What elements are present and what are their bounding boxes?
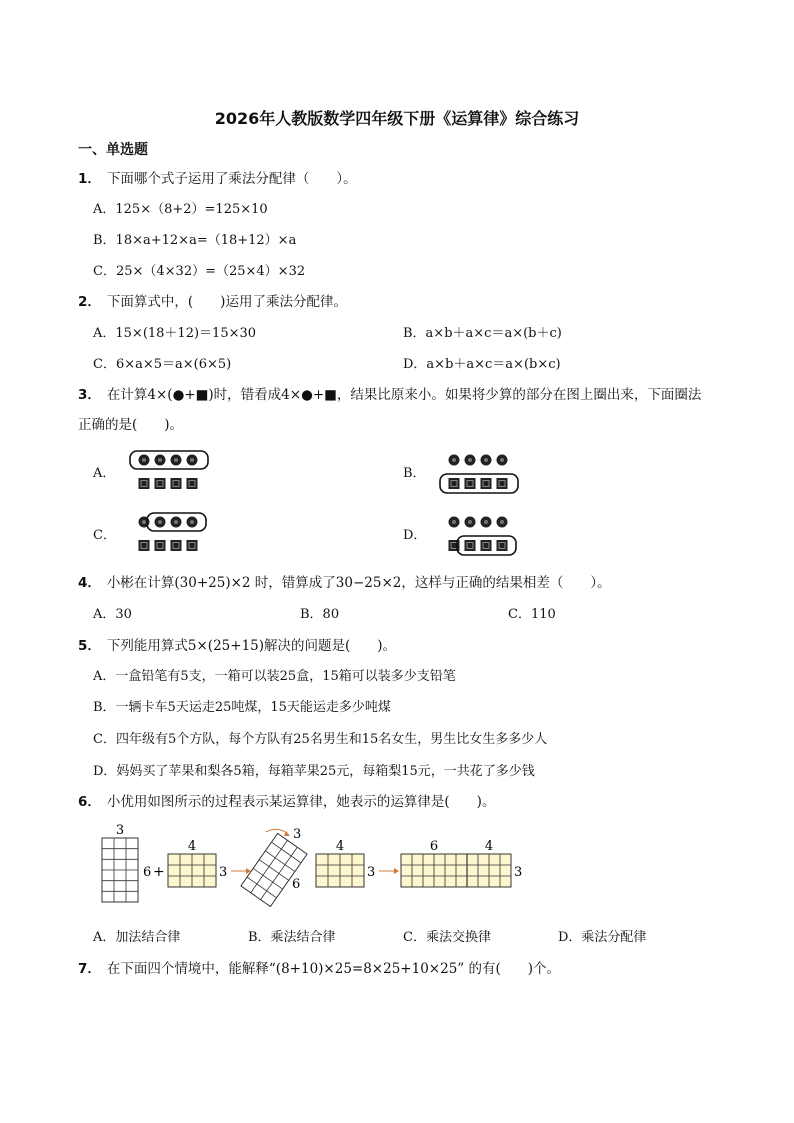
question-number: 6． xyxy=(78,794,101,810)
q6-option-b[interactable]: B．乘法结合律 xyxy=(248,930,336,945)
q3-option-b[interactable]: B． xyxy=(403,466,426,481)
black-square-icon xyxy=(139,478,150,489)
rotate-arrow-icon xyxy=(266,829,290,836)
question-7 xyxy=(78,957,560,977)
grid-4-top-label-right: 4 xyxy=(484,839,494,854)
page-title: 2026年人教版数学四年级下册《运算律》综合练习 xyxy=(214,109,580,128)
q5-option-d[interactable]: D．妈妈买了苹果和梨各5箱，每箱苹果25元，每箱梨15元，一共花了多少钱 xyxy=(93,764,535,779)
q3-figure-c[interactable] xyxy=(126,510,210,558)
q3-option-c[interactable]: C． xyxy=(93,528,116,543)
q4-option-b[interactable]: B．80 xyxy=(300,607,340,622)
q3-figure-d[interactable] xyxy=(436,510,520,558)
q6-option-d[interactable]: D．乘法分配律 xyxy=(558,930,647,945)
arrow-icon xyxy=(231,868,251,874)
rotated-side-label: 6 xyxy=(292,877,301,892)
grid-3x6 xyxy=(102,838,138,902)
q4-option-a[interactable]: A．30 xyxy=(93,607,132,622)
black-square-icon xyxy=(155,540,166,551)
question-5 xyxy=(78,634,396,654)
black-square-icon xyxy=(139,540,150,551)
rotated-top-label: 3 xyxy=(293,827,302,842)
black-square-icon xyxy=(449,478,460,489)
q5-option-a[interactable]: A．一盒铅笔有5支，一箱可以装25盒，15箱可以装多少支铅笔 xyxy=(93,669,456,684)
black-square-icon xyxy=(465,540,476,551)
q1-option-c[interactable]: C．25×（4×32）=（25×4）×32 xyxy=(93,264,306,279)
black-square-icon xyxy=(171,478,182,489)
question-number: 5． xyxy=(78,638,101,654)
question-number: 1． xyxy=(78,171,101,187)
q3-option-a[interactable]: A． xyxy=(93,466,116,481)
q1-option-b[interactable]: B．18×a+12×a=（18+12）×a xyxy=(93,233,297,248)
question-text: 下面哪个式子运用了乘法分配律（ ）。 xyxy=(106,171,357,187)
question-text: 在计算4×(●+■)时，错看成4×●+■，结果比原来小。如果将少算的部分在图上圈出来，下面圈法 xyxy=(106,387,702,403)
question-number: 4． xyxy=(78,575,101,591)
black-square-icon xyxy=(481,478,492,489)
grid-4x3-yellow-2 xyxy=(316,854,364,887)
question-3 xyxy=(78,383,701,403)
question-4 xyxy=(78,571,611,591)
grid-4-top-label-left: 6 xyxy=(429,839,439,854)
q2-option-d[interactable]: D．a×b＋a×c＝a×(b×c) xyxy=(403,357,561,372)
grid-3-side-label: 3 xyxy=(367,865,376,880)
q5-option-b[interactable]: B．一辆卡车5天运走25吨煤，15天能运走多少吨煤 xyxy=(93,700,391,715)
question-text: 下列能用算式5×(25+15)解决的问题是( )。 xyxy=(106,638,397,654)
q6-option-c[interactable]: C．乘法交换律 xyxy=(403,930,491,945)
q6-figure xyxy=(96,822,536,908)
black-square-icon xyxy=(155,478,166,489)
grid-2-side-label: 3 xyxy=(219,865,228,880)
question-text: 下面算式中，( )运用了乘法分配律。 xyxy=(106,294,347,310)
question-text: 在下面四个情境中，能解释“(8+10)×25=8×25+10×25” 的有( )个。 xyxy=(106,961,561,977)
arrow-icon xyxy=(379,868,399,874)
q5-option-c[interactable]: C．四年级有5个方队，每个方队有25名男生和15名女生，男生比女生多多少人 xyxy=(93,732,548,747)
q2-option-c[interactable]: C．6×a×5＝a×(6×5) xyxy=(93,357,232,372)
grid-3-top-label: 4 xyxy=(335,839,345,854)
question-3-line2: 正确的是( )。 xyxy=(78,417,184,433)
question-text: 小彬在计算(30+25)×2 时，错算成了30−25×2，这样与正确的结果相差（ ）。 xyxy=(106,575,611,591)
grid-2-top-label: 4 xyxy=(187,839,197,854)
q2-option-b[interactable]: B．a×b＋a×c＝a×(b＋c) xyxy=(403,326,562,341)
question-1 xyxy=(78,167,357,187)
plus-sign: + xyxy=(153,864,165,880)
q6-option-a[interactable]: A．加法结合律 xyxy=(93,930,181,945)
question-number: 7． xyxy=(78,961,101,977)
question-number: 2． xyxy=(78,294,101,310)
grid-1-top-label: 3 xyxy=(115,823,125,838)
question-6 xyxy=(78,790,495,810)
grid-10x3-yellow xyxy=(401,854,511,887)
question-2 xyxy=(78,290,347,310)
black-square-icon xyxy=(187,540,198,551)
rotated-grid xyxy=(241,833,307,906)
grid-1-side-label: 6 xyxy=(143,865,152,880)
question-number: 3． xyxy=(78,387,101,403)
grid-4-side-label: 3 xyxy=(514,865,523,880)
black-square-icon xyxy=(497,478,508,489)
black-square-icon xyxy=(481,540,492,551)
q3-option-d[interactable]: D． xyxy=(403,528,427,543)
black-square-icon xyxy=(171,540,182,551)
q3-figure-b[interactable] xyxy=(436,448,520,496)
black-square-icon xyxy=(465,478,476,489)
q3-figure-a[interactable] xyxy=(126,448,210,496)
black-square-icon xyxy=(497,540,508,551)
q4-option-c[interactable]: C．110 xyxy=(508,607,556,622)
question-text: 小优用如图所示的过程表示某运算律，她表示的运算律是( )。 xyxy=(106,794,496,810)
grid-4x3-yellow xyxy=(168,854,216,887)
section-heading: 一、单选题 xyxy=(78,142,148,158)
black-square-icon xyxy=(187,478,198,489)
q2-option-a[interactable]: A．15×(18＋12)＝15×30 xyxy=(93,326,257,341)
q1-option-a[interactable]: A．125×（8+2）=125×10 xyxy=(93,202,268,217)
